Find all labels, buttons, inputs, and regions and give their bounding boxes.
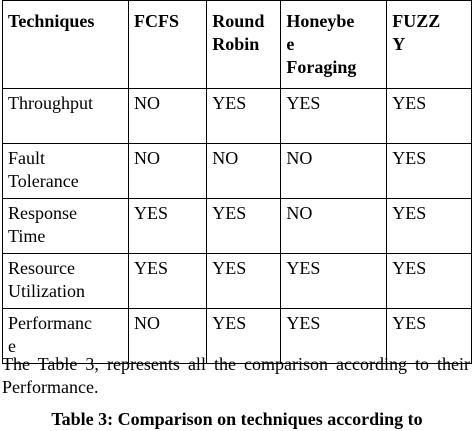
header-line: Honeybe [286, 11, 355, 31]
table-row [3, 254, 472, 309]
table-cell: NO [281, 144, 387, 199]
table-cell: NO [207, 144, 281, 199]
header-honeybee-foraging [281, 1, 387, 89]
header-line: FUZZ [392, 11, 441, 31]
table-cell: YES [387, 254, 472, 309]
table-cell: YES [207, 199, 281, 254]
table-caption: Table 3: Comparison on techniques according to [51, 409, 423, 429]
table-cell: YES [387, 309, 472, 364]
body-paragraph: The Table 3, represents all the comparison according to their Performance. [2, 354, 470, 397]
table-cell: YES [281, 309, 387, 364]
header-line: FCFS [133, 11, 179, 31]
row-label-throughput [3, 89, 129, 144]
header-line: Foraging [286, 57, 357, 77]
table-cell: YES [128, 254, 206, 309]
row-label-line: Fault [8, 148, 46, 168]
table-cell: YES [207, 309, 281, 364]
row-label-line: Response [8, 203, 77, 223]
table-cell: YES [281, 89, 387, 144]
header-line: Techniques [8, 11, 95, 31]
row-label-response-time [3, 199, 129, 254]
table-row [3, 199, 472, 254]
table-cell: YES [387, 89, 472, 144]
header-round-robin [207, 1, 281, 89]
table-header-row [3, 1, 472, 89]
header-line: e [286, 34, 295, 54]
header-line: Robin [212, 34, 260, 54]
row-label-resource-utilization [3, 254, 129, 309]
table-cell: NO [128, 89, 206, 144]
comparison-table [2, 0, 472, 364]
header-line: Round [212, 11, 265, 31]
header-fcfs [128, 1, 206, 89]
row-label-line: Tolerance [8, 171, 79, 191]
header-line: Y [392, 34, 406, 54]
row-label-line: Resource [8, 258, 75, 278]
table-row [3, 144, 472, 199]
table-cell: YES [128, 199, 206, 254]
row-label-fault-tolerance [3, 144, 129, 199]
header-fuzzy [387, 1, 472, 89]
row-label-line: e [8, 336, 16, 356]
table-cell: YES [387, 199, 472, 254]
table-cell: YES [387, 144, 472, 199]
table-cell: NO [128, 144, 206, 199]
row-label-line: Utilization [8, 281, 85, 301]
table-cell: YES [281, 254, 387, 309]
row-label-line: Time [8, 226, 46, 246]
header-techniques [3, 1, 129, 89]
row-label-line: Throughput [8, 93, 93, 113]
table-row [3, 89, 472, 144]
row-label-line: Performanc [8, 313, 92, 333]
table-cell: NO [128, 309, 206, 364]
table-cell: NO [281, 199, 387, 254]
table-cell: YES [207, 254, 281, 309]
table-cell: YES [207, 89, 281, 144]
